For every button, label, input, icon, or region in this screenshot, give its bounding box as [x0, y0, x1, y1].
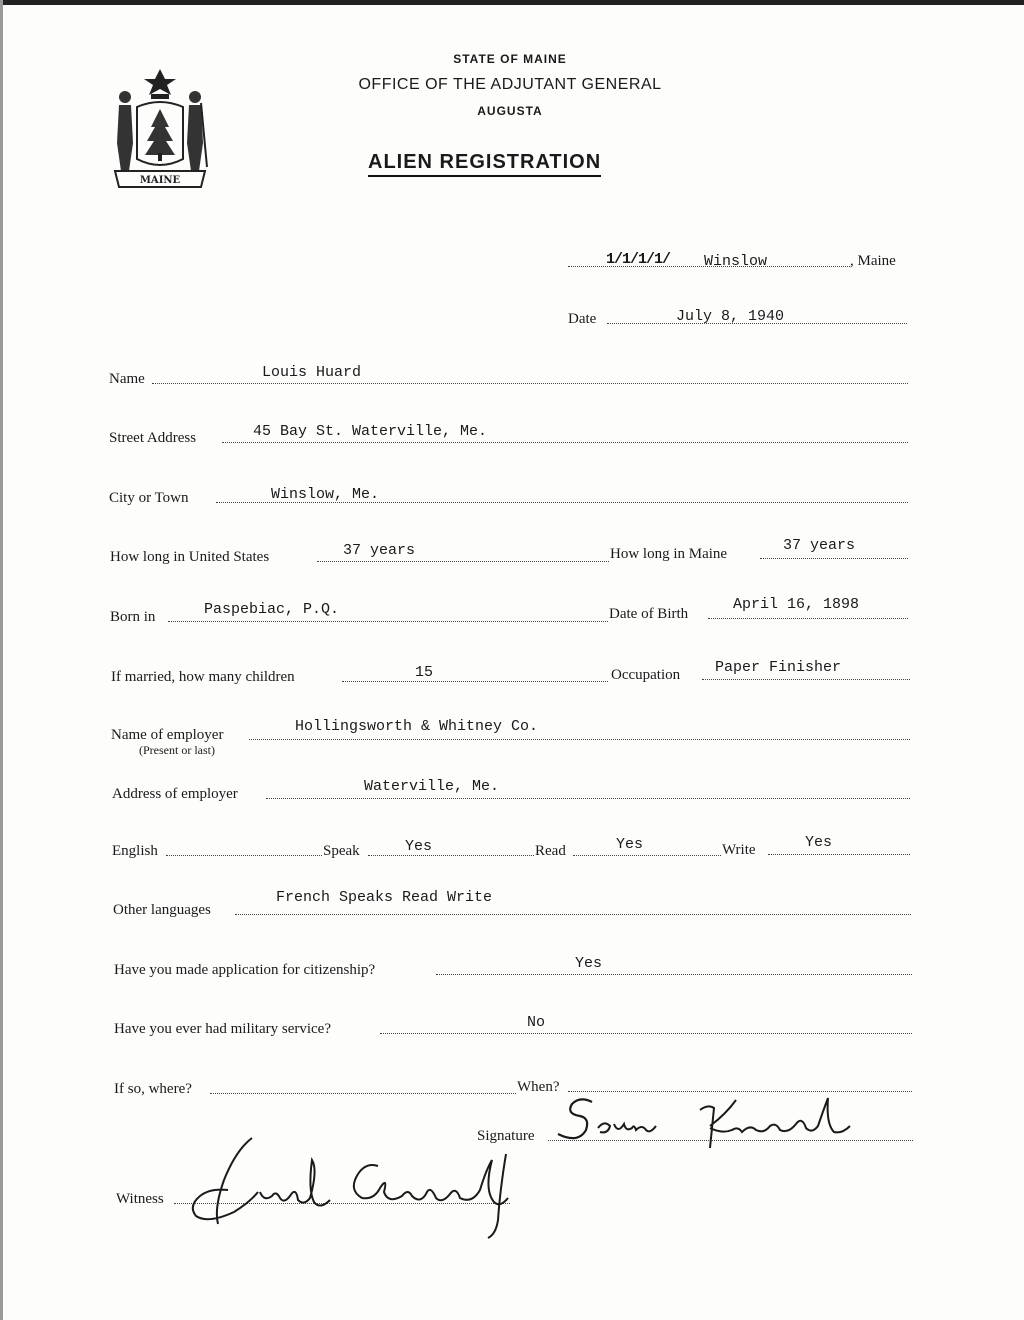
occupation-value: Paper Finisher	[715, 659, 842, 676]
write-label: Write	[722, 842, 756, 858]
speak-label: Speak	[323, 843, 360, 859]
us-duration-value: 37 years	[343, 542, 416, 559]
street-line	[222, 442, 908, 443]
citizenship-label: Have you made application for citizenship?	[114, 962, 376, 978]
children-value: 15	[415, 664, 434, 681]
dob-label: Date of Birth	[609, 606, 689, 622]
dob-line	[708, 618, 908, 619]
header-office: OFFICE OF THE ADJUTANT GENERAL	[358, 76, 662, 93]
name-value: Louis Huard	[262, 364, 362, 381]
occupation-line	[702, 679, 910, 680]
svg-text:MAINE: MAINE	[139, 175, 181, 186]
scan-edge	[0, 0, 3, 1320]
maine-duration-label: How long in Maine	[610, 546, 728, 562]
speak-line	[368, 855, 534, 856]
applicant-signature	[550, 1090, 870, 1152]
date-label: Date	[568, 311, 597, 327]
employer-address-line	[266, 798, 910, 799]
citizenship-value: Yes	[575, 955, 603, 972]
date-value: July 8, 1940	[676, 308, 785, 325]
place-crossed-out: 1/1/1/1/	[606, 251, 671, 268]
when-label: When?	[517, 1079, 560, 1095]
employer-value: Hollingsworth & Whitney Co.	[295, 718, 539, 735]
birthplace-label: Born in	[110, 609, 156, 625]
maine-duration-value: 37 years	[783, 537, 856, 554]
us-duration-line	[317, 561, 609, 562]
birthplace-value: Paspebiac, P.Q.	[204, 601, 340, 618]
employer-address-value: Waterville, Me.	[364, 778, 500, 795]
children-line	[342, 681, 608, 682]
occupation-label: Occupation	[611, 667, 681, 683]
military-value: No	[527, 1014, 546, 1031]
header-state: STATE OF MAINE	[453, 52, 567, 66]
street-value: 45 Bay St. Waterville, Me.	[253, 423, 488, 440]
employer-line	[249, 739, 910, 740]
children-label: If married, how many children	[111, 669, 295, 685]
employer-sublabel: (Present or last)	[139, 743, 215, 757]
read-line	[573, 855, 721, 856]
english-label: English	[112, 843, 158, 859]
signature-label: Signature	[477, 1128, 535, 1144]
place-town: Winslow	[704, 253, 768, 270]
employer-label: Name of employer	[111, 727, 224, 743]
where-label: If so, where?	[114, 1081, 192, 1097]
name-label: Name	[109, 371, 145, 387]
maine-duration-line	[760, 558, 908, 559]
form-title: ALIEN REGISTRATION	[368, 151, 601, 177]
place-suffix: , Maine	[850, 253, 896, 269]
birthplace-line	[168, 621, 608, 622]
military-line	[380, 1033, 912, 1034]
dob-value: April 16, 1898	[733, 596, 860, 613]
citizenship-line	[436, 974, 912, 975]
scan-border	[0, 0, 1024, 5]
where-line	[210, 1093, 516, 1094]
city-value: Winslow, Me.	[271, 486, 380, 503]
other-languages-label: Other languages	[113, 902, 211, 918]
other-languages-value: French Speaks Read Write	[276, 889, 493, 906]
other-languages-line	[235, 914, 911, 915]
header-city: AUGUSTA	[477, 104, 543, 118]
speak-value: Yes	[405, 838, 433, 855]
read-value: Yes	[616, 836, 644, 853]
witness-label: Witness	[116, 1191, 164, 1207]
military-label: Have you ever had military service?	[114, 1021, 331, 1037]
employer-address-label: Address of employer	[112, 786, 238, 802]
maine-seal-icon	[107, 67, 213, 191]
street-label: Street Address	[109, 430, 197, 446]
write-line	[768, 854, 910, 855]
write-value: Yes	[805, 834, 833, 851]
name-line	[152, 383, 908, 384]
english-line	[166, 855, 322, 856]
city-label: City or Town	[109, 490, 189, 506]
read-label: Read	[535, 843, 566, 859]
witness-signature	[180, 1130, 540, 1242]
us-duration-label: How long in United States	[110, 549, 270, 565]
